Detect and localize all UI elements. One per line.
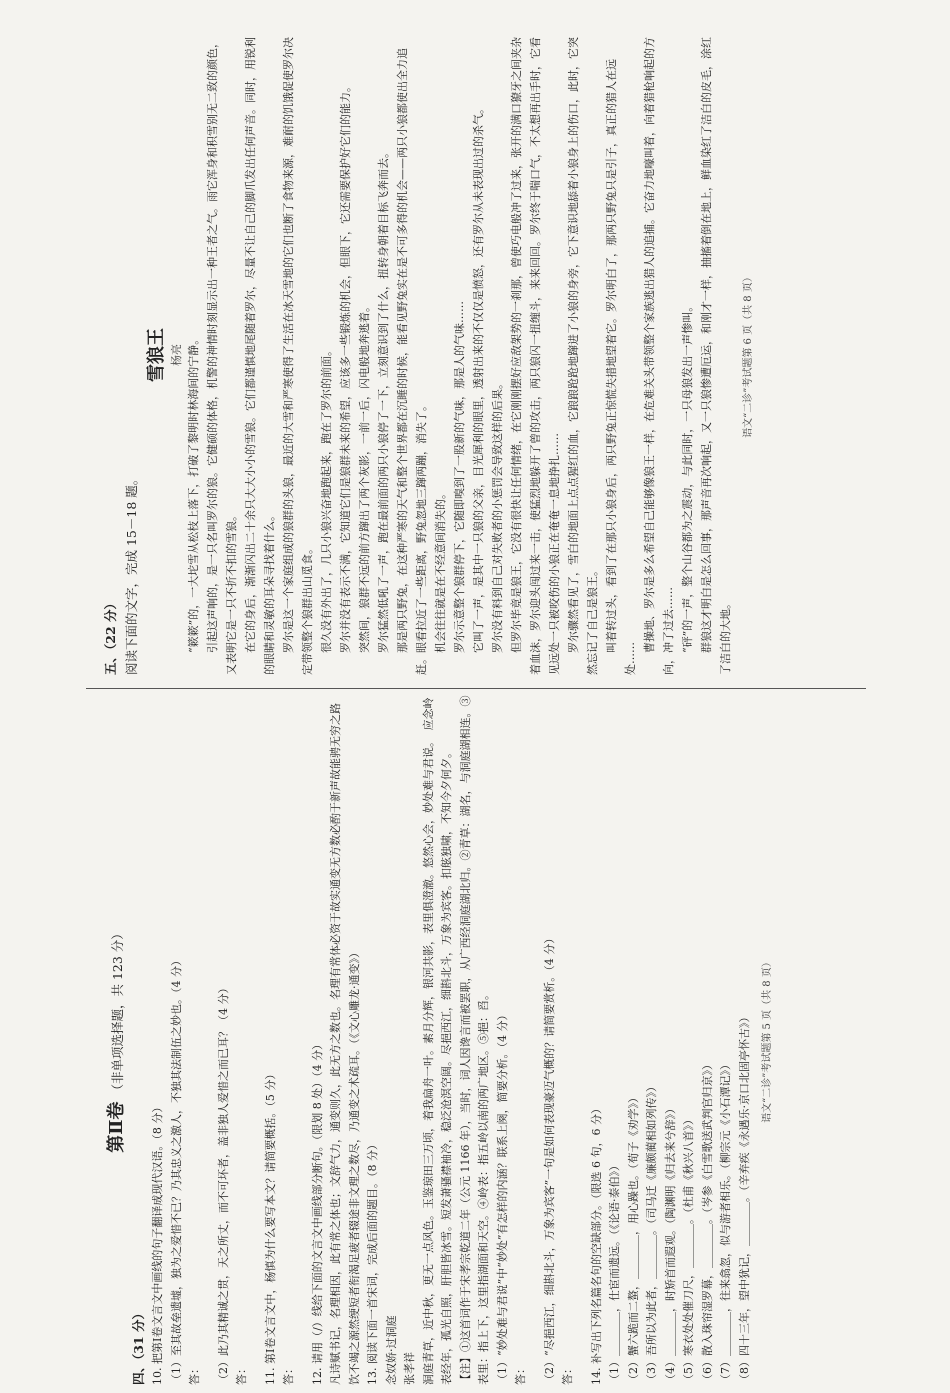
story-title: 雪狼王 <box>146 328 167 382</box>
story-paragraph: 罗尔是这一个家庭组成的狼群的头狼，最近的大雪和严寒使得了生活在冰天雪地的它们也断了食物来源，难耐的饥饿促使罗尔决定带领整个狼群出山觅食。 <box>282 37 314 675</box>
question-item: 10. 把第Ⅰ卷文言文中画线的句子翻译成现代汉语。（8 分） <box>151 1101 164 1385</box>
story-paragraph: 罗尔骤然看见了，雪白的地面上点点猩红的血，它踉踉跄跄地蹿进了小狼的身旁，它下意识地舔着小狼身上的伤口，此时，它突然忘记了自己是狼王。 <box>567 37 599 675</box>
story-paragraph: 引起这声响的，是一只名叫罗尔的狼。它健硕的体格，机警的神情时刻显示出一种王者之气。雨它浑身和积雪别无二致的颜色，又表明它是一只不折不扣的雪狼。 <box>206 37 238 675</box>
question-item: （3）吾所以为此者，＿＿＿＿。（司马迁《廉颇蔺相如列传》） <box>645 1081 658 1385</box>
question-item: （2）“尽挹西江，细斟北斗，万象为宾客”一句是如何表现豪迈气概的？请简要赏析。（4 分） <box>542 932 556 1385</box>
question-item: （2）蟹六跪而二螯，＿＿＿＿，用心躁也。（荀子《劝学》） <box>626 1092 640 1385</box>
question-item: （7）＿＿＿＿，往来翕忽，似与游者相乐。（柳宗元《小石潭记》） <box>719 1059 732 1385</box>
story-paragraph: 罗尔猛然低吼了一声，跑在最前面的两只小狼停了一下，立刻意识到了什么，扭转身朝着目标飞奔而去。 <box>377 147 390 653</box>
part-title-note: （非单项选择题，共 123 分） <box>110 927 125 1097</box>
exam-page-6 <box>100 35 920 675</box>
section4-heading: 四、（31 分） <box>131 1307 146 1385</box>
story-paragraph: 群狼这才明白是怎么回事，那声音再次响起，又一只狼惨遭厄运，和刚才一样，抽搐着倒在地上，鲜血染红了洁白的皮毛，涂红了洁白的大地。 <box>700 37 732 675</box>
question-item: 【注】①这首词作于宋孝宗乾道二年（公元 1166 年），当时，词人因谗言而被罢职，从广西经洞庭湖北归。②青草：湖名，与洞庭湖相连。③表里：指上下，这里指湖面和天空。④岭表：指五岭以南的两广地区。⑤挹：舀。 <box>458 695 490 1385</box>
question-item: 12. 请用（/）线给下面的文言文中画线部分断句。（限划 8 处）（4 分） <box>310 1038 324 1385</box>
story-paragraph: 曹操地、罗尔是多么希望自己能够像狼王一样，在危难关头带领整个家族逃出猎人的追捕。它奋力地嚎叫着，向着猎枪响起的方向，冲了过去…… <box>643 37 675 675</box>
question-item: （1）“妙处难与君说”中“妙处”有怎样的内涵？联系上阕，简要分析。（4 分） <box>495 1009 509 1385</box>
question-item: （2）此乃其精诚之贯，天之所丈，而不可坏者，盖非独人爱惜之而已耳？（4 分） <box>216 982 230 1385</box>
story-paragraph: 它叫了一声，是其中一只狼的父亲，目光犀利的眼里，透射出来的不仅仅是愤怒，还有罗尔从未表现出过的杀气。 <box>472 103 485 653</box>
story-author: 杨亮 <box>170 344 183 366</box>
question-item: 13. 阅读下面一首宋词，完成后面的题目。（8 分） <box>366 1139 379 1385</box>
answer-line[interactable]: 答： <box>514 1363 527 1385</box>
page-footer: 语文“二诊”考试题第 5 页（共 8 页） <box>762 957 773 1123</box>
answer-line[interactable]: 答： <box>188 1363 201 1385</box>
question-item: 张孝祥 <box>403 1352 416 1385</box>
page-divider <box>86 688 866 689</box>
story-paragraph: 罗尔没有料到自己对失败者的小惩罚会导致这样的后果。 <box>491 378 504 653</box>
answer-line[interactable]: 答： <box>235 1363 248 1385</box>
question-item: 念奴娇·过洞庭 <box>384 1315 398 1385</box>
question-list <box>149 695 754 1385</box>
question-item: 洞庭青草，近中秋，更无一点风色。玉鉴琼田三万顷，着我扁舟一叶。素月分辉，银河共影，表里俱澄澈。悠然心会，妙处难与君说。 应念岭表经年，孤光自照，肝胆皆冰雪。短发萧骚襟袖冷，稳泛沧溟空阔。尽挹西江，细斟北斗，万象为宾客。扣舷独啸，不知今夕何夕。 <box>421 697 453 1385</box>
question-item: 14. 补写出下列名篇名句的空缺部分。（限选 6 句，6 分） <box>589 1103 603 1385</box>
section-heading: 五、（22 分） <box>103 597 118 675</box>
question-item: （1）＿＿＿＿，仕宦而遗远。（《论语·泰伯》） <box>608 1160 621 1385</box>
story-body <box>184 35 735 675</box>
story-paragraph: 那是两只野兔，在这种严寒的天气和整个世界都在沉睡的时候，能看见野兔实在是不可多得的机会——两只小狼都使出全力追赶。眼看拉近了一些距离，野兔忽地三蹿两蹦，消失了。 <box>396 48 428 675</box>
instruction: 阅读下面的文字，完成 15－18 题。 <box>124 472 139 675</box>
part-title: 第Ⅱ卷 <box>106 1101 127 1153</box>
question-item: （1）至其故垒遗墟，独为之爱惜不已？乃其忠义之激人，不独其法制伍之妙也。（4 分） <box>169 955 183 1385</box>
exam-page-5 <box>102 695 922 1385</box>
answer-line[interactable]: 答： <box>282 1363 295 1385</box>
page-footer: 语文“二诊”考试题第 6 页（共 8 页） <box>743 272 754 438</box>
story-paragraph: “簌簌”的，一大坨雪从松枝上落下，打破了黎明时林海间的宁静。 <box>187 333 200 653</box>
story-paragraph: 突然间，狼群不远的前方蹿出了两个灰影，一前一后，闪电般地奔逃着。 <box>358 301 371 653</box>
question-item: 凡诗赋书记，名理相因，此有常之体也；文辞气力，通变则久，此无方之数也。名理有常体必资于故实通变无方数必酌于新声故能骋无穷之路饮不竭之源然绠短者衔渴足疲者辍途非文理之数尽，乃通变之术疏耳。（《文心雕龙·通变》） <box>329 703 361 1385</box>
story-paragraph: 罗尔示意整个狼群停下，它随即嗅到了一股新的气味，那是人的气味…… <box>453 301 466 653</box>
question-item: （4）＿＿＿＿，时矫首而遐观。（陶渊明《归去来兮辞》） <box>663 1103 677 1385</box>
question-item: （5）寒衣处处催刀尺，＿＿＿＿。（杜甫《秋兴八首》） <box>682 1114 695 1385</box>
story-paragraph: 叫着转过头，看到了在那只小狼身后，两只野兔正惊慌失措地望着它。罗尔明白了，那两只野兔只是引子，真正的猎人在远处…… <box>605 59 637 675</box>
story-paragraph: 但罗尔毕竟是狼王，它没有很快让任何情绪，在它刚刚摆好应敌架势的一刹那，曾使巧电般冲了过来，张开的满口獠牙之间夹杂着血沫，罗尔迎头闯过来一击，使猛烈地躲开了曾的攻击，两只狼闪一扭缠斗，来来回回。罗尔终于喘口气，不太想再出手时，它看见远处一只被咬伤的小狼正在奄奄一息地挣扎…… <box>510 37 561 675</box>
story-paragraph: 罗尔并没有表示不满，它知道它们是狼群未来的希望，应该多一些锻炼的机会，但眼下，它还需要保护好它们的能力。 <box>339 81 352 653</box>
question-item: （6）散入珠帘湿罗幕，＿＿＿＿。（岑参《白雪歌送武判官归京》） <box>700 1059 714 1385</box>
story-paragraph: 很久没有外出了，几只小狼兴奋地跑起来，跑在了罗尔的前面。 <box>320 345 333 653</box>
story-paragraph: 在它的身后，渐渐闪出二十余只大大小小的雪狼。它们都谨慎地尾随着罗尔，尽量不让自己的脚爪发出任何声音。同时，用锐利的眼睛和灵敏的耳朵寻找着什么。 <box>244 37 276 675</box>
story-paragraph: “砰”的一声，整个山谷都为之震动，与此同时，一只母狼发出一声惨叫。 <box>681 300 694 653</box>
answer-line[interactable]: 答： <box>561 1363 574 1385</box>
question-item: （8）四十三年，望中犹记，＿＿＿＿。（辛弃疾《永遇乐·京口北固亭怀古》） <box>737 1011 751 1385</box>
question-item: 11. 第Ⅰ卷文言文中，杨慎为什么要写本文？请简要概括。（5 分） <box>263 1068 277 1385</box>
story-paragraph: 机会往往就是在不经意间消失的。 <box>434 488 447 653</box>
